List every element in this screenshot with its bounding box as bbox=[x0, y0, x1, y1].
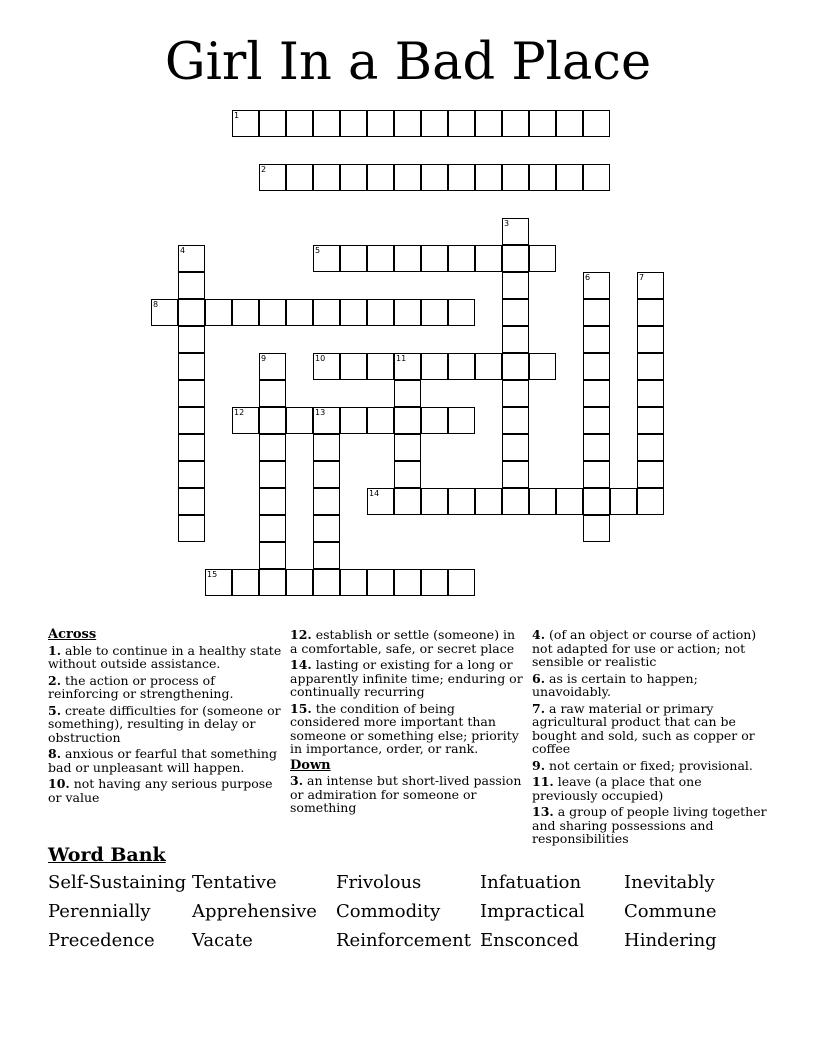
grid-cell[interactable] bbox=[556, 164, 583, 191]
clues-column-1 bbox=[48, 628, 283, 807]
grid-cell[interactable] bbox=[394, 434, 421, 461]
grid-cell[interactable] bbox=[259, 353, 286, 380]
grid-cell[interactable] bbox=[313, 515, 340, 542]
grid-cell[interactable] bbox=[286, 569, 313, 596]
clue-item-number: 15. bbox=[290, 700, 312, 716]
clue-item-number: 12. bbox=[290, 627, 312, 642]
grid-cell[interactable] bbox=[394, 245, 421, 272]
grid-cell[interactable] bbox=[340, 164, 367, 191]
word-bank-word: Inevitably bbox=[624, 872, 715, 893]
word-bank-word: Reinforcement bbox=[336, 930, 471, 951]
grid-cell[interactable] bbox=[475, 488, 502, 515]
grid-cell[interactable] bbox=[583, 164, 610, 191]
clue-item-number: 10. bbox=[48, 776, 70, 791]
clue-item bbox=[532, 672, 767, 699]
clue-number: 6 bbox=[585, 273, 591, 282]
grid-cell[interactable] bbox=[340, 245, 367, 272]
clue-number: 9 bbox=[261, 354, 267, 363]
grid-cell[interactable] bbox=[259, 461, 286, 488]
word-bank-word: Frivolous bbox=[336, 872, 422, 893]
clue-item-text: as is certain to happen; unavoidably. bbox=[532, 670, 698, 699]
clue-item bbox=[48, 644, 283, 671]
clue-item-text: the action or process of reinforcing or strengthening. bbox=[48, 672, 234, 701]
grid-cell[interactable] bbox=[448, 164, 475, 191]
grid-cell[interactable] bbox=[529, 488, 556, 515]
word-bank-word: Ensconced bbox=[480, 930, 579, 951]
grid-cell[interactable] bbox=[313, 407, 340, 434]
grid-cell[interactable] bbox=[502, 299, 529, 326]
grid-cell[interactable] bbox=[421, 353, 448, 380]
word-bank-word: Apprehensive bbox=[192, 901, 317, 922]
grid-cell[interactable] bbox=[205, 569, 232, 596]
grid-cell[interactable] bbox=[556, 488, 583, 515]
grid-cell[interactable] bbox=[286, 164, 313, 191]
grid-cell[interactable] bbox=[502, 164, 529, 191]
clue-number: 5 bbox=[315, 246, 321, 255]
clue-number: 13 bbox=[315, 408, 326, 417]
word-bank-title: Word Bank bbox=[48, 844, 166, 866]
grid-cell[interactable] bbox=[313, 569, 340, 596]
clue-item bbox=[532, 775, 767, 802]
grid-cell[interactable] bbox=[178, 407, 205, 434]
grid-cell[interactable] bbox=[367, 110, 394, 137]
grid-cell[interactable] bbox=[502, 434, 529, 461]
grid-cell[interactable] bbox=[313, 434, 340, 461]
grid-cell[interactable] bbox=[637, 299, 664, 326]
clue-item-text: not having any serious purpose or value bbox=[48, 776, 273, 805]
grid-cell[interactable] bbox=[583, 110, 610, 137]
grid-cell[interactable] bbox=[502, 245, 529, 272]
clue-item-number: 7. bbox=[532, 700, 546, 716]
grid-cell[interactable] bbox=[259, 407, 286, 434]
grid-cell[interactable] bbox=[475, 353, 502, 380]
grid-cell[interactable] bbox=[583, 461, 610, 488]
clue-item bbox=[532, 628, 767, 669]
clue-number: 14 bbox=[369, 489, 380, 498]
grid-cell[interactable] bbox=[259, 164, 286, 191]
grid-cell[interactable] bbox=[583, 515, 610, 542]
grid-cell[interactable] bbox=[367, 569, 394, 596]
clue-item-number: 11. bbox=[532, 774, 554, 789]
clue-number: 4 bbox=[180, 246, 186, 255]
word-bank bbox=[48, 872, 768, 951]
clue-item-number: 4. bbox=[532, 627, 546, 642]
grid-cell[interactable] bbox=[448, 110, 475, 137]
clue-item-number: 13. bbox=[532, 804, 554, 819]
clue-number: 7 bbox=[639, 273, 645, 282]
grid-cell[interactable] bbox=[367, 245, 394, 272]
clue-item-text: anxious or fearful that something bad or unpleasant will happen. bbox=[48, 746, 277, 775]
grid-cell[interactable] bbox=[502, 353, 529, 380]
across-heading: Across bbox=[48, 627, 97, 642]
grid-cell[interactable] bbox=[556, 110, 583, 137]
grid-cell[interactable] bbox=[178, 488, 205, 515]
grid-cell[interactable] bbox=[448, 407, 475, 434]
grid-cell[interactable] bbox=[367, 353, 394, 380]
grid-cell[interactable] bbox=[583, 299, 610, 326]
grid-cell[interactable] bbox=[313, 461, 340, 488]
down-clue-list-2 bbox=[532, 628, 767, 846]
grid-cell[interactable] bbox=[637, 434, 664, 461]
grid-cell[interactable] bbox=[610, 488, 637, 515]
grid-cell[interactable] bbox=[178, 245, 205, 272]
grid-cell[interactable] bbox=[313, 488, 340, 515]
clue-item bbox=[48, 777, 283, 804]
grid-cell[interactable] bbox=[232, 569, 259, 596]
word-bank-word: Commodity bbox=[336, 901, 441, 922]
grid-cell[interactable] bbox=[313, 110, 340, 137]
grid-cell[interactable] bbox=[178, 326, 205, 353]
clue-item bbox=[290, 774, 525, 815]
grid-cell[interactable] bbox=[583, 326, 610, 353]
grid-cell[interactable] bbox=[232, 110, 259, 137]
word-bank-word: Infatuation bbox=[480, 872, 582, 893]
grid-cell[interactable] bbox=[448, 569, 475, 596]
grid-cell[interactable] bbox=[475, 245, 502, 272]
clue-item-number: 9. bbox=[532, 757, 546, 773]
grid-cell[interactable] bbox=[394, 488, 421, 515]
grid-cell[interactable] bbox=[151, 299, 178, 326]
clue-number: 1 bbox=[234, 111, 240, 120]
clue-item-text: able to continue in a healthy state without outside assistance. bbox=[48, 642, 282, 671]
grid-cell[interactable] bbox=[205, 299, 232, 326]
grid-cell[interactable] bbox=[313, 542, 340, 569]
grid-cell[interactable] bbox=[448, 245, 475, 272]
clue-item-text: an intense but short-lived passion or admiration for someone or something bbox=[290, 773, 522, 815]
grid-cell[interactable] bbox=[232, 407, 259, 434]
clue-item-number: 3. bbox=[290, 773, 304, 788]
grid-cell[interactable] bbox=[178, 299, 205, 326]
grid-cell[interactable] bbox=[448, 353, 475, 380]
grid-cell[interactable] bbox=[178, 515, 205, 542]
grid-cell[interactable] bbox=[529, 353, 556, 380]
clues-column-2 bbox=[290, 628, 525, 818]
grid-cell[interactable] bbox=[502, 272, 529, 299]
clue-item bbox=[290, 702, 525, 756]
grid-cell[interactable] bbox=[313, 245, 340, 272]
word-bank-word: Impractical bbox=[480, 901, 585, 922]
grid-cell[interactable] bbox=[502, 407, 529, 434]
grid-cell[interactable] bbox=[502, 461, 529, 488]
grid-cell[interactable] bbox=[421, 569, 448, 596]
word-bank-word: Precedence bbox=[48, 930, 155, 951]
grid-cell[interactable] bbox=[340, 110, 367, 137]
grid-cell[interactable] bbox=[394, 110, 421, 137]
across-clue-list-2 bbox=[290, 628, 525, 756]
grid-cell[interactable] bbox=[583, 407, 610, 434]
clue-item-number: 6. bbox=[532, 670, 546, 686]
clue-item-number: 2. bbox=[48, 672, 62, 688]
grid-cell[interactable] bbox=[637, 380, 664, 407]
grid-cell[interactable] bbox=[475, 110, 502, 137]
clue-number: 10 bbox=[315, 354, 326, 363]
grid-cell[interactable] bbox=[259, 515, 286, 542]
grid-cell[interactable] bbox=[394, 380, 421, 407]
grid-cell[interactable] bbox=[637, 353, 664, 380]
grid-cell[interactable] bbox=[394, 569, 421, 596]
grid-cell[interactable] bbox=[421, 407, 448, 434]
word-bank-word: Perennially bbox=[48, 901, 151, 922]
grid-cell[interactable] bbox=[367, 299, 394, 326]
word-bank-word: Tentative bbox=[192, 872, 277, 893]
grid-cell[interactable] bbox=[583, 434, 610, 461]
grid-cell[interactable] bbox=[448, 299, 475, 326]
grid-cell[interactable] bbox=[637, 407, 664, 434]
grid-cell[interactable] bbox=[178, 353, 205, 380]
grid-cell[interactable] bbox=[178, 461, 205, 488]
grid-cell[interactable] bbox=[313, 299, 340, 326]
clue-item bbox=[48, 704, 283, 745]
grid-cell[interactable] bbox=[286, 407, 313, 434]
grid-cell[interactable] bbox=[259, 569, 286, 596]
grid-cell[interactable] bbox=[529, 110, 556, 137]
clue-number: 11 bbox=[396, 354, 407, 363]
clue-item bbox=[48, 747, 283, 774]
grid-cell[interactable] bbox=[367, 164, 394, 191]
clue-item-number: 5. bbox=[48, 702, 62, 718]
grid-cell[interactable] bbox=[178, 380, 205, 407]
grid-cell[interactable] bbox=[583, 488, 610, 515]
clues-column-3 bbox=[532, 628, 767, 849]
grid-cell[interactable] bbox=[502, 218, 529, 245]
grid-cell[interactable] bbox=[502, 326, 529, 353]
clue-number: 15 bbox=[207, 570, 218, 579]
grid-cell[interactable] bbox=[367, 488, 394, 515]
grid-cell[interactable] bbox=[367, 407, 394, 434]
word-bank-word: Vacate bbox=[192, 930, 253, 951]
grid-cell[interactable] bbox=[637, 488, 664, 515]
grid-cell[interactable] bbox=[178, 272, 205, 299]
grid-cell[interactable] bbox=[394, 299, 421, 326]
grid-cell[interactable] bbox=[394, 407, 421, 434]
clue-number: 2 bbox=[261, 165, 267, 174]
clue-item bbox=[290, 628, 525, 655]
clue-item bbox=[532, 759, 767, 773]
grid-cell[interactable] bbox=[340, 299, 367, 326]
grid-cell[interactable] bbox=[637, 461, 664, 488]
grid-cell[interactable] bbox=[502, 380, 529, 407]
grid-cell[interactable] bbox=[421, 488, 448, 515]
grid-cell[interactable] bbox=[259, 299, 286, 326]
down-heading: Down bbox=[290, 757, 331, 773]
grid-cell[interactable] bbox=[583, 380, 610, 407]
clue-item-text: the condition of being considered more important than someone or something else; priority in importance, order, or rank. bbox=[290, 700, 519, 756]
clue-item-text: (of an object or course of action) not adapted for use or action; not sensible or realistic bbox=[532, 627, 757, 669]
grid-cell[interactable] bbox=[583, 272, 610, 299]
clue-item-text: create difficulties for (someone or something), resulting in delay or obstruction bbox=[48, 702, 281, 745]
grid-cell[interactable] bbox=[286, 110, 313, 137]
word-bank-word: Hindering bbox=[624, 930, 717, 951]
grid-cell[interactable] bbox=[286, 299, 313, 326]
grid-cell[interactable] bbox=[502, 488, 529, 515]
grid-cell[interactable] bbox=[448, 488, 475, 515]
word-bank-word: Self-Sustaining bbox=[48, 872, 187, 893]
clue-number: 3 bbox=[504, 219, 510, 228]
grid-cell[interactable] bbox=[259, 434, 286, 461]
across-clue-list-1 bbox=[48, 644, 283, 805]
clue-item bbox=[532, 702, 767, 756]
grid-cell[interactable] bbox=[259, 110, 286, 137]
word-bank-word: Commune bbox=[624, 901, 717, 922]
clue-item-text: not certain or fixed; provisional. bbox=[545, 757, 753, 773]
grid-cell[interactable] bbox=[394, 164, 421, 191]
puzzle-title: Girl In a Bad Place bbox=[164, 33, 652, 92]
grid-cell[interactable] bbox=[259, 542, 286, 569]
clue-number: 8 bbox=[153, 300, 159, 309]
grid-cell[interactable] bbox=[529, 245, 556, 272]
clue-item bbox=[290, 658, 525, 699]
grid-cell[interactable] bbox=[475, 164, 502, 191]
grid-cell[interactable] bbox=[421, 110, 448, 137]
grid-cell[interactable] bbox=[502, 110, 529, 137]
clue-item-number: 8. bbox=[48, 746, 62, 761]
grid-cell[interactable] bbox=[421, 245, 448, 272]
clue-item bbox=[48, 674, 283, 701]
clue-item-text: lasting or existing for a long or apparently infinite time; enduring or continually recurring bbox=[290, 657, 523, 699]
clue-item-number: 1. bbox=[48, 642, 62, 658]
grid-cell[interactable] bbox=[529, 164, 556, 191]
grid-cell[interactable] bbox=[340, 569, 367, 596]
grid-cell[interactable] bbox=[259, 488, 286, 515]
grid-cell[interactable] bbox=[232, 299, 259, 326]
grid-cell[interactable] bbox=[637, 326, 664, 353]
down-clue-list-1 bbox=[290, 774, 525, 815]
clue-number: 12 bbox=[234, 408, 245, 417]
grid-cell[interactable] bbox=[340, 353, 367, 380]
grid-cell[interactable] bbox=[313, 164, 340, 191]
clue-item-text: a group of people living together and sharing possessions and responsibilities bbox=[532, 804, 767, 846]
grid-cell[interactable] bbox=[178, 434, 205, 461]
grid-cell[interactable] bbox=[421, 299, 448, 326]
grid-cell[interactable] bbox=[583, 353, 610, 380]
grid-cell[interactable] bbox=[313, 353, 340, 380]
clue-item-number: 14. bbox=[290, 657, 312, 672]
clue-item-text: a raw material or primary agricultural product that can be bought and sold, such as copper or coffee bbox=[532, 700, 755, 756]
grid-cell[interactable] bbox=[259, 380, 286, 407]
grid-cell[interactable] bbox=[637, 272, 664, 299]
grid-cell[interactable] bbox=[340, 407, 367, 434]
clue-item-text: leave (a place that one previously occupied) bbox=[532, 774, 702, 803]
clue-item bbox=[532, 805, 767, 846]
clue-item-text: establish or settle (someone) in a comfortable, safe, or secret place bbox=[290, 627, 516, 656]
grid-cell[interactable] bbox=[394, 353, 421, 380]
grid-cell[interactable] bbox=[421, 164, 448, 191]
grid-cell[interactable] bbox=[394, 461, 421, 488]
